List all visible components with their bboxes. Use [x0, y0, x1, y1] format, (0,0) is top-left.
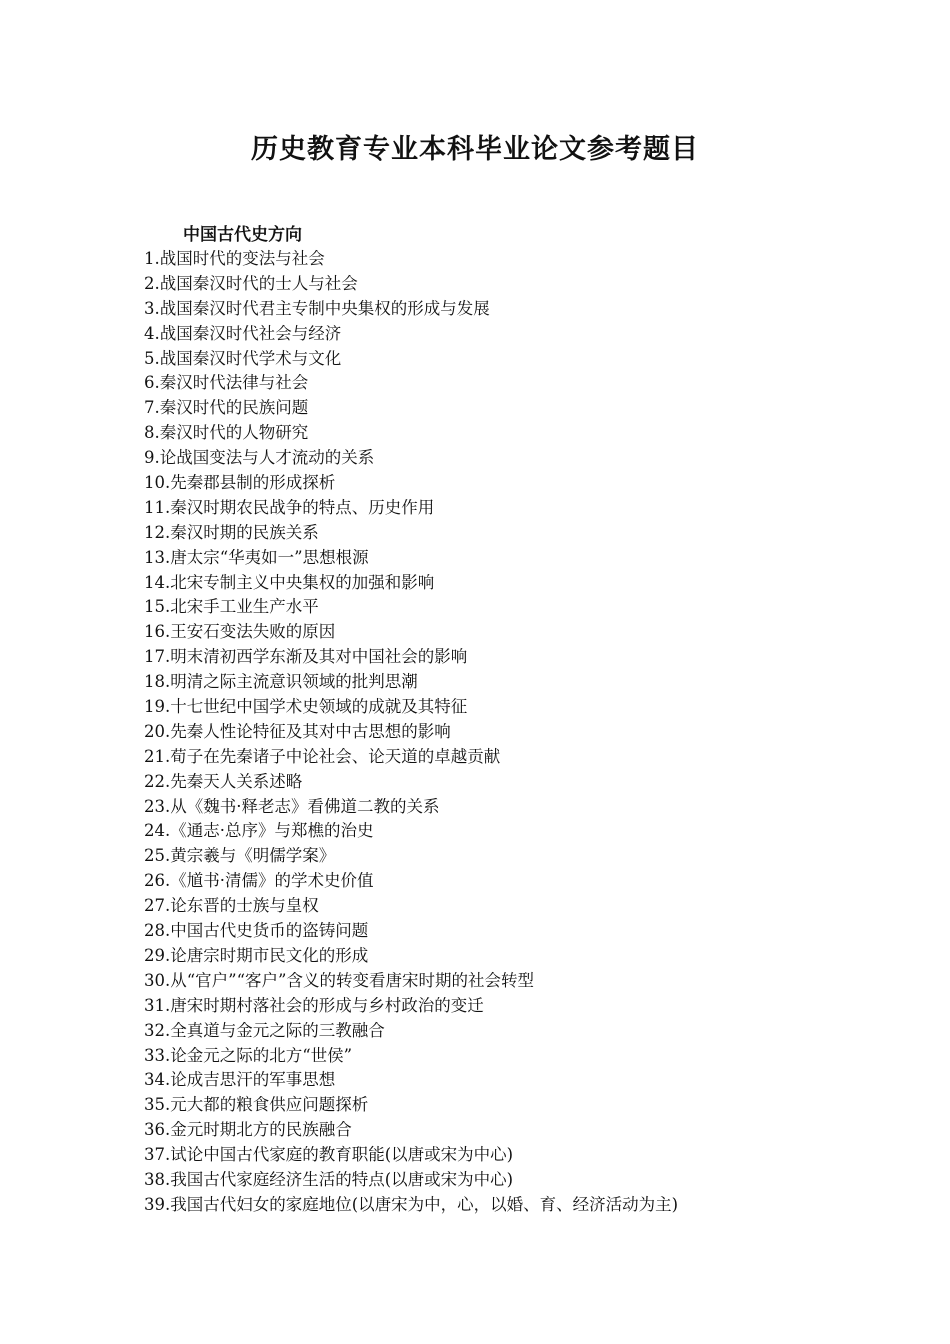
topic-text: 先秦人性论特征及其对中古思想的影响 — [170, 721, 451, 741]
topic-text: 北宋手工业生产水平 — [170, 597, 319, 617]
topic-text: 《通志·总序》与郑樵的治史 — [170, 821, 374, 841]
topic-list — [144, 247, 924, 1218]
topic-text: 战国秦汉时代的士人与社会 — [159, 273, 358, 293]
topic-number: 4. — [144, 323, 160, 343]
topic-text: 战国时代的变法与社会 — [159, 249, 325, 268]
topic-text: 秦汉时期农民战争的特点、历史作用 — [170, 497, 435, 517]
topic-item — [144, 819, 924, 844]
document-title: 历史教育专业本科毕业论文参考题目 — [251, 134, 699, 165]
topic-number: 22. — [144, 771, 171, 791]
topic-item — [144, 371, 924, 396]
topic-item — [144, 322, 924, 347]
topic-text: 论金元之际的北方“世侯” — [170, 1045, 353, 1065]
topic-text: 先秦天人关系述略 — [170, 771, 303, 791]
topic-item — [144, 670, 924, 695]
topic-text: 论东晋的士族与皇权 — [170, 896, 319, 916]
topic-number: 24. — [144, 821, 171, 841]
topic-number: 30. — [144, 970, 171, 990]
topic-item — [144, 944, 924, 969]
topic-text: 秦汉时代法律与社会 — [159, 373, 309, 393]
topic-item — [144, 595, 924, 620]
topic-item — [144, 620, 924, 645]
topic-item — [144, 720, 924, 745]
topic-text: 王安石变法失败的原因 — [170, 622, 336, 642]
topic-number: 38. — [144, 1169, 171, 1189]
topic-text: 全真道与金元之际的三教融合 — [170, 1020, 385, 1040]
topic-text: 战国秦汉时代社会与经济 — [159, 323, 342, 343]
topic-text: 我国古代妇女的家庭地位(以唐宋为中，心，以婚、育、经济活动为主) — [170, 1194, 679, 1214]
topic-item — [144, 645, 924, 670]
topic-text: 金元时期北方的民族融合 — [170, 1120, 352, 1140]
topic-number: 33. — [144, 1045, 171, 1065]
topic-number: 29. — [144, 945, 171, 965]
topic-number: 36. — [144, 1120, 171, 1140]
topic-number: 34. — [144, 1070, 171, 1090]
topic-text: 秦汉时代的民族问题 — [159, 398, 309, 418]
topic-number: 5. — [144, 348, 160, 368]
topic-text: 北宋专制主义中央集权的加强和影响 — [170, 572, 435, 592]
topic-text: 秦汉时期的民族关系 — [170, 522, 319, 542]
topic-item — [144, 844, 924, 869]
topic-text: 战国秦汉时代学术与文化 — [159, 348, 342, 368]
topic-item — [144, 1019, 924, 1044]
topic-item — [144, 994, 924, 1019]
topic-text: 十七世纪中国学术史领域的成就及其特征 — [170, 697, 468, 717]
topic-number: 10. — [144, 473, 171, 493]
topic-number: 6. — [144, 373, 160, 393]
topic-item — [144, 919, 924, 944]
topic-number: 16. — [144, 622, 171, 642]
topic-item — [144, 446, 924, 471]
topic-item — [144, 1193, 924, 1218]
topic-item — [144, 521, 924, 546]
topic-number: 14. — [144, 572, 171, 592]
topic-text: 战国秦汉时代君主专制中央集权的形成与发展 — [159, 298, 490, 318]
topic-text: 明末清初西学东渐及其对中国社会的影响 — [170, 647, 468, 667]
topic-item — [144, 571, 924, 596]
topic-item — [144, 1044, 924, 1069]
topic-number: 2. — [144, 273, 160, 293]
topic-item — [144, 1168, 924, 1193]
topic-text: 论唐宗时期市民文化的形成 — [170, 945, 369, 965]
topic-item — [144, 496, 924, 521]
topic-number: 1. — [144, 249, 160, 268]
topic-text: 《馗书·清儒》的学术史价值 — [170, 871, 374, 891]
topic-number: 37. — [144, 1145, 171, 1165]
topic-text: 中国古代史货币的盗铸问题 — [170, 921, 369, 941]
topic-text: 秦汉时代的人物研究 — [159, 423, 309, 443]
topic-number: 11. — [144, 497, 171, 517]
topic-number: 13. — [144, 547, 171, 567]
topic-item — [144, 546, 924, 571]
topic-item — [144, 1093, 924, 1118]
topic-item — [144, 1143, 924, 1168]
topic-number: 32. — [144, 1020, 171, 1040]
topic-item — [144, 272, 924, 297]
topic-item — [144, 745, 924, 770]
topic-text: 试论中国古代家庭的教育职能(以唐或宋为中心) — [170, 1145, 514, 1165]
section-heading: 中国古代史方向 — [183, 225, 302, 245]
topic-item — [144, 247, 924, 272]
topic-item — [144, 297, 924, 322]
topic-text: 论战国变法与人才流动的关系 — [159, 448, 375, 468]
topic-item — [144, 795, 924, 820]
topic-number: 8. — [144, 423, 160, 443]
topic-item — [144, 969, 924, 994]
topic-number: 9. — [144, 448, 160, 468]
topic-number: 28. — [144, 921, 171, 941]
topic-item — [144, 894, 924, 919]
topic-number: 26. — [144, 871, 171, 891]
topic-number: 39. — [144, 1194, 171, 1214]
topic-number: 27. — [144, 896, 171, 916]
topic-number: 20. — [144, 721, 171, 741]
topic-number: 19. — [144, 697, 171, 717]
topic-text: 从“官户”“客户”含义的转变看唐宋时期的社会转型 — [170, 970, 534, 990]
topic-number: 15. — [144, 597, 171, 617]
topic-number: 7. — [144, 398, 160, 418]
topic-number: 18. — [144, 672, 171, 692]
topic-number: 3. — [144, 298, 160, 318]
topic-text: 明清之际主流意识领域的批判思潮 — [170, 672, 418, 692]
topic-number: 35. — [144, 1095, 171, 1115]
topic-item — [144, 869, 924, 894]
topic-text: 从《魏书·释老志》看佛道二教的关系 — [170, 796, 440, 816]
topic-text: 唐宋时期村落社会的形成与乡村政治的变迁 — [170, 995, 484, 1015]
topic-number: 17. — [144, 647, 171, 667]
topic-text: 我国古代家庭经济生活的特点(以唐或宋为中心) — [170, 1169, 514, 1189]
topic-item — [144, 347, 924, 372]
topic-text: 荀子在先秦诸子中论社会、论天道的卓越贡献 — [170, 746, 501, 766]
topic-text: 黄宗羲与《明儒学案》 — [170, 846, 336, 866]
topic-item — [144, 1118, 924, 1143]
topic-number: 21. — [144, 746, 171, 766]
topic-item — [144, 396, 924, 421]
topic-item — [144, 770, 924, 795]
topic-number: 23. — [144, 796, 171, 816]
topic-number: 12. — [144, 522, 171, 542]
topic-text: 先秦郡县制的形成探析 — [170, 473, 336, 493]
topic-text: 元大都的粮食供应问题探析 — [170, 1095, 369, 1115]
topic-text: 唐太宗“华夷如一”思想根源 — [170, 547, 369, 567]
topic-item — [144, 1068, 924, 1093]
topic-item — [144, 695, 924, 720]
topic-item — [144, 471, 924, 496]
topic-item — [144, 421, 924, 446]
topic-number: 25. — [144, 846, 171, 866]
topic-number: 31. — [144, 995, 171, 1015]
topic-text: 论成吉思汗的军事思想 — [170, 1070, 336, 1090]
